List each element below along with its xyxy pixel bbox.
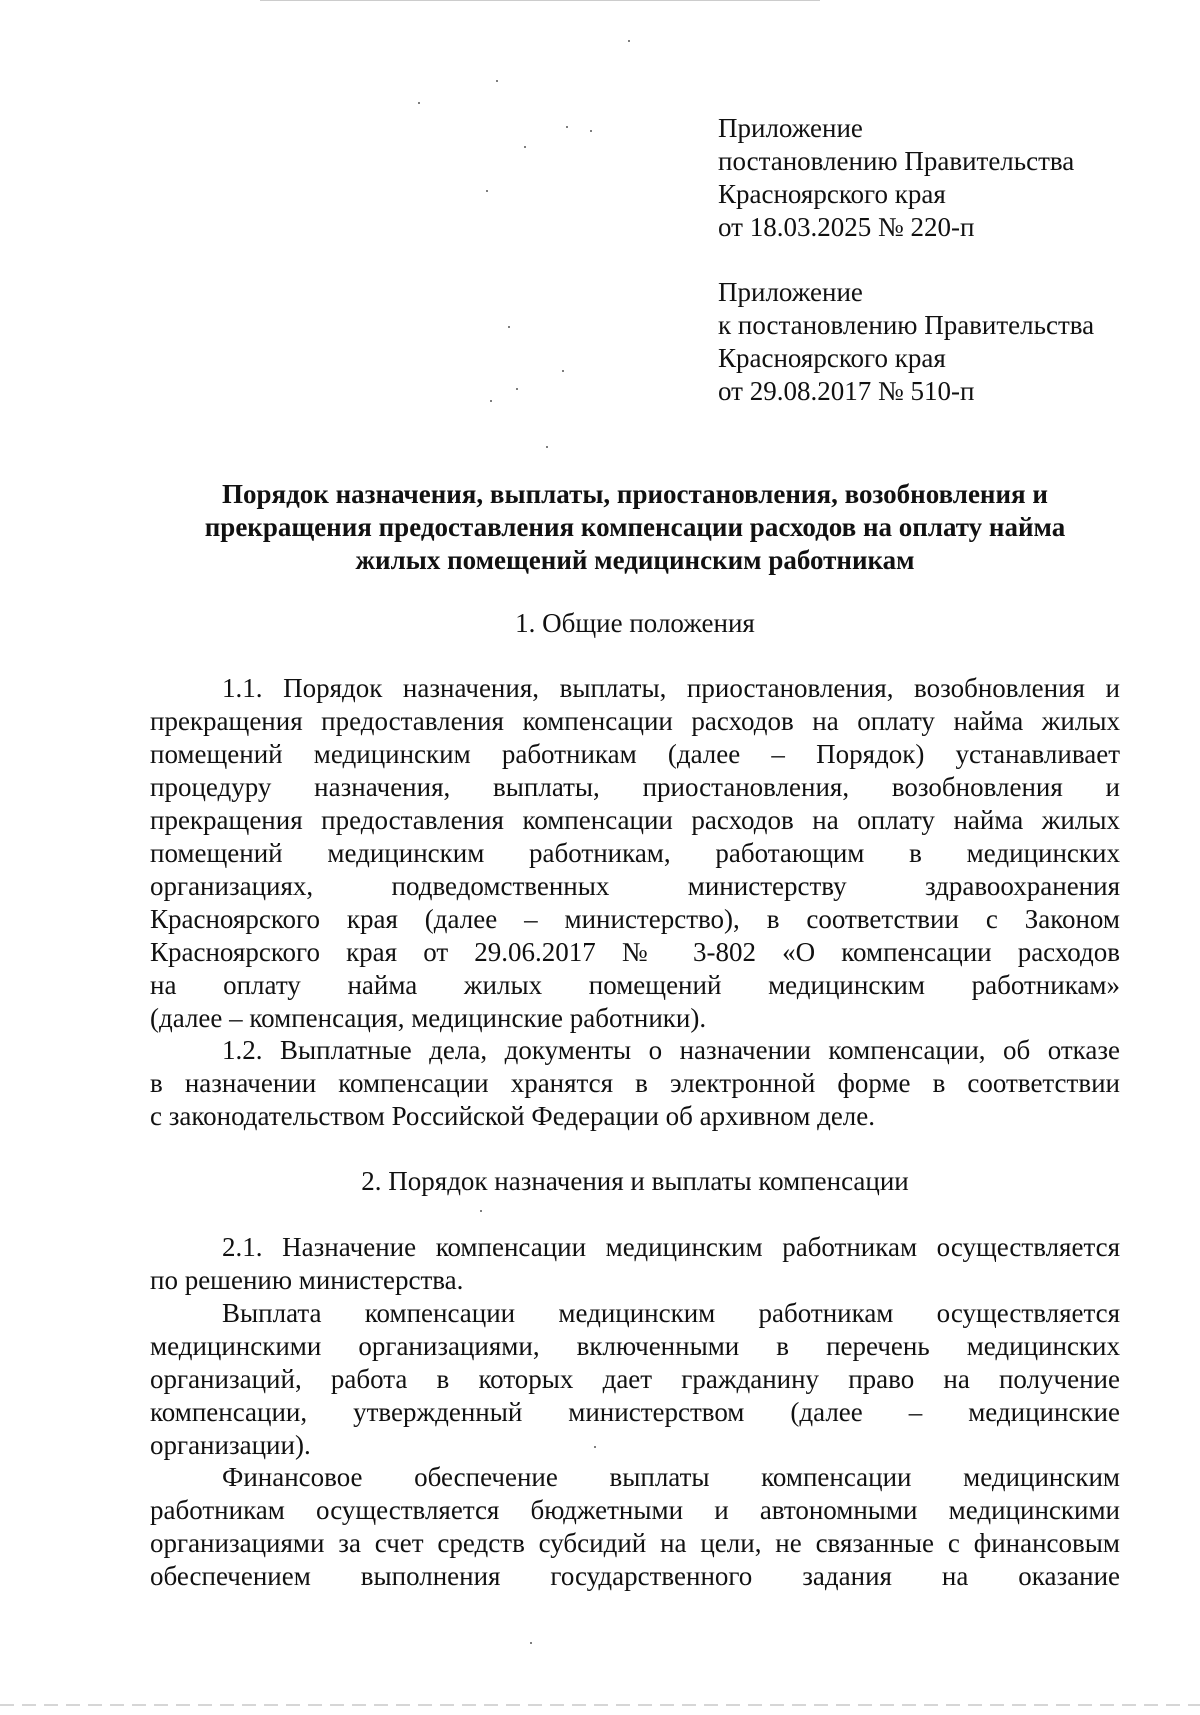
scan-speck	[562, 370, 564, 372]
text-line: организаций, работа в которых дает гражданину право на получение	[150, 1364, 1120, 1394]
text-line: процедуру назначения, выплаты, приостановления, возобновления и	[150, 772, 1120, 802]
text-line: Красноярского края от 29.06.2017 № 3-802 «О компенсации расходов	[150, 937, 1120, 967]
scan-bottom-edge	[0, 1704, 1200, 1706]
section-1-heading: 1. Общие положения	[515, 608, 755, 638]
text-line: в назначении компенсации хранятся в электронной форме в соответствии	[150, 1068, 1120, 1098]
scan-speck	[546, 446, 548, 448]
paragraph-1-2	[150, 1034, 1120, 1133]
text-line: 1.2. Выплатные дела, документы о назначении компенсации, об отказе	[222, 1035, 1120, 1065]
title-line: Порядок назначения, выплаты, приостановления, возобновления и	[222, 479, 1048, 509]
text-line: организациями за счет средств субсидий на цели, не связанные с финансовым	[150, 1528, 1120, 1558]
text-line: помещений медицинским работникам, работающим в медицинских	[150, 838, 1120, 868]
paragraph-2-1-financing	[150, 1461, 1120, 1593]
scan-speck	[590, 130, 592, 132]
text-line: прекращения предоставления компенсации расходов на оплату найма жилых	[150, 706, 1120, 736]
scan-top-edge	[260, 0, 820, 1]
text-line: организации).	[150, 1430, 311, 1460]
text-line: медицинскими организациями, включенными в перечень медицинских	[150, 1331, 1120, 1361]
annex-current-date-number: от 18.03.2025 № 220-п	[718, 212, 975, 242]
scan-speck	[628, 40, 630, 42]
text-line: с законодательством Российской Федерации об архивном деле.	[150, 1101, 876, 1131]
title-line: жилых помещений медицинским работникам	[355, 545, 915, 575]
scan-speck	[490, 400, 492, 402]
annex-current-resolution: постановлению Правительства	[718, 146, 1075, 176]
annex-current-label: Приложение	[718, 113, 863, 143]
title-line: прекращения предоставления компенсации расходов на оплату найма	[204, 512, 1066, 542]
text-line: компенсации, утвержденный министерством (далее – медицинские	[150, 1397, 1120, 1427]
annex-current-region: Красноярского края	[718, 179, 946, 209]
scan-speck	[480, 1210, 482, 1212]
paragraph-2-1	[150, 1231, 1120, 1297]
text-line: 1.1. Порядок назначения, выплаты, приостановления, возобновления и	[222, 673, 1120, 703]
text-line: организациях, подведомственных министерству здравоохранения	[150, 871, 1120, 901]
scan-speck	[496, 80, 498, 82]
scan-speck	[530, 1642, 532, 1644]
scan-speck	[566, 126, 568, 128]
text-line: обеспечением выполнения государственного задания на оказание	[150, 1561, 1120, 1591]
text-line: Красноярского края (далее – министерство), в соответствии с Законом	[150, 904, 1120, 934]
section-2-heading: 2. Порядок назначения и выплаты компенсации	[361, 1166, 909, 1196]
text-line: 2.1. Назначение компенсации медицинским работникам осуществляется	[222, 1232, 1120, 1262]
text-line: по решению министерства.	[150, 1265, 464, 1295]
annex-original-region: Красноярского края	[718, 343, 946, 373]
paragraph-2-1-payment	[150, 1297, 1120, 1462]
scan-speck	[524, 146, 526, 148]
scan-speck	[486, 190, 488, 192]
scan-speck	[508, 326, 510, 328]
annex-original-date-number: от 29.08.2017 № 510-п	[718, 376, 975, 406]
text-line: прекращения предоставления компенсации расходов на оплату найма жилых	[150, 805, 1120, 835]
annex-original-resolution: к постановлению Правительства	[718, 310, 1095, 340]
text-line: (далее – компенсация, медицинские работники).	[150, 1003, 707, 1033]
document-title	[150, 478, 1120, 577]
text-line: Финансовое обеспечение выплаты компенсации медицинским	[222, 1462, 1120, 1492]
text-line: работникам осуществляется бюджетными и автономными медицинскими	[150, 1495, 1120, 1525]
text-line: Выплата компенсации медицинским работникам осуществляется	[222, 1298, 1120, 1328]
scan-speck	[516, 388, 518, 390]
text-line: на оплату найма жилых помещений медицинским работникам»	[150, 970, 1120, 1000]
annex-original-label: Приложение	[718, 277, 863, 307]
paragraph-1-1	[150, 672, 1120, 1035]
scan-speck	[418, 102, 420, 104]
annex-current-block	[718, 112, 1074, 244]
annex-original-block	[718, 276, 1094, 408]
text-line: помещений медицинским работникам (далее – Порядок) устанавливает	[150, 739, 1120, 769]
